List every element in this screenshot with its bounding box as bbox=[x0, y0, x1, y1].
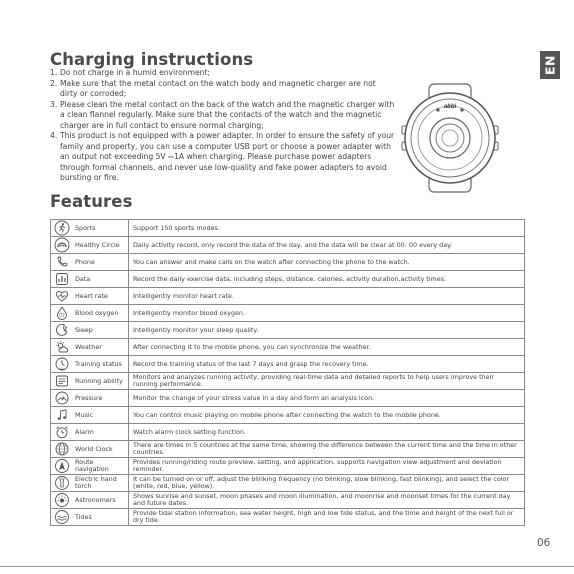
feature-name-cell bbox=[51, 356, 129, 373]
item-text: Do not charge in a humid environment; bbox=[60, 68, 210, 77]
data-icon bbox=[54, 271, 70, 287]
feature-name-wrap bbox=[54, 305, 126, 321]
feature-name-cell bbox=[51, 288, 129, 305]
feature-name-cell bbox=[51, 220, 129, 237]
feature-name: Pressure bbox=[75, 393, 103, 402]
feature-row bbox=[51, 220, 525, 237]
feature-description: There are times in 5 countries at the same time, showing the difference between the current time and the time in other countries. bbox=[129, 441, 525, 458]
feature-row bbox=[51, 339, 525, 356]
feature-description: Watch alarm clock setting function. bbox=[129, 424, 525, 441]
feature-name-cell bbox=[51, 237, 129, 254]
svg-text:O2: O2 bbox=[59, 312, 65, 318]
sleep-icon bbox=[54, 322, 70, 338]
feature-description: Provide tidal station information, sea water height, high and low tide status, and the time and height of the next full or dry tide. bbox=[129, 509, 525, 526]
feature-name: Blood oxygen bbox=[75, 308, 119, 317]
running-ability-icon bbox=[54, 373, 70, 389]
feature-name: Heart rate bbox=[75, 291, 108, 300]
feature-name-cell bbox=[51, 441, 129, 458]
feature-row bbox=[51, 492, 525, 509]
item-number: 2. bbox=[50, 78, 58, 88]
feature-description: Daily activity record, only record the data of the day, and the data will be clear at 00: 00 every day. bbox=[129, 237, 525, 254]
feature-name-cell bbox=[51, 390, 129, 407]
instruction-item bbox=[50, 131, 395, 184]
feature-name-wrap bbox=[54, 254, 126, 270]
feature-name: Tides bbox=[75, 512, 92, 521]
feature-name-wrap bbox=[54, 220, 126, 236]
weather-icon bbox=[54, 339, 70, 355]
feature-description: It can be turned on or off, adjust the blinking frequency (no blinking, slow blinking, fast blinking), and select the color (white, red, blue, yellow). bbox=[129, 475, 525, 492]
feature-name-wrap bbox=[54, 390, 126, 406]
feature-name: Route navigation bbox=[75, 458, 109, 473]
feature-name-wrap bbox=[54, 407, 126, 423]
feature-row bbox=[51, 475, 525, 492]
feature-row bbox=[51, 322, 525, 339]
charging-instructions-heading: Charging instructions bbox=[50, 50, 254, 69]
feature-row bbox=[51, 424, 525, 441]
watch-back-illustration bbox=[396, 82, 504, 194]
instruction-item bbox=[50, 68, 395, 79]
feature-name-wrap bbox=[54, 458, 126, 474]
feature-name: World Clock bbox=[75, 444, 113, 453]
feature-name: Sleep bbox=[75, 325, 93, 334]
language-label: EN bbox=[542, 54, 558, 76]
route-navigation-icon bbox=[54, 458, 70, 474]
bottom-divider bbox=[0, 566, 574, 567]
feature-description: Monitors and analyzes running activity, providing real-time data and detailed reports to help users improve their running performance. bbox=[129, 373, 525, 390]
feature-description: Intelligently monitor heart rate. bbox=[129, 288, 525, 305]
page-number: 06 bbox=[537, 537, 551, 549]
features-table bbox=[50, 219, 525, 526]
feature-name-cell bbox=[51, 373, 129, 390]
item-number: 1. bbox=[50, 68, 58, 77]
feature-name-wrap bbox=[54, 322, 126, 338]
feature-row bbox=[51, 237, 525, 254]
pressure-icon bbox=[54, 390, 70, 406]
feature-description: Support 150 sports modes. bbox=[129, 220, 525, 237]
feature-name-wrap bbox=[54, 441, 126, 457]
feature-name: Alarm bbox=[75, 427, 94, 436]
training-status-icon bbox=[54, 356, 70, 372]
feature-name-wrap bbox=[54, 424, 126, 440]
feature-row bbox=[51, 407, 525, 424]
feature-name-wrap bbox=[54, 288, 126, 304]
item-number: 3. bbox=[50, 99, 58, 109]
world-clock-icon bbox=[54, 441, 70, 457]
feature-row bbox=[51, 356, 525, 373]
feature-name-cell bbox=[51, 322, 129, 339]
item-number: 4. bbox=[50, 131, 58, 140]
feature-name: Electric hand torch bbox=[75, 475, 117, 490]
healthy-circle-icon bbox=[54, 237, 70, 253]
feature-name-wrap bbox=[54, 492, 126, 508]
feature-description: Record the training status of the last 7 days and grasp the recovery time. bbox=[129, 356, 525, 373]
feature-name-wrap bbox=[54, 339, 126, 355]
feature-row bbox=[51, 305, 525, 322]
feature-row bbox=[51, 288, 525, 305]
features-heading: Features bbox=[50, 192, 133, 211]
feature-description: Intelligently monitor your sleep quality. bbox=[129, 322, 525, 339]
astronomers-icon bbox=[54, 492, 70, 508]
feature-name-wrap bbox=[54, 509, 126, 525]
blood-oxygen-icon bbox=[54, 305, 70, 321]
feature-description: You can control music playing on mobile phone after connecting the watch to the mobile phone. bbox=[129, 407, 525, 424]
feature-description: Provides running/riding route preview, setting, and application, supports navigation view adjustment and deviation reminder. bbox=[129, 458, 525, 475]
instruction-item bbox=[50, 100, 395, 132]
phone-icon bbox=[54, 254, 70, 270]
feature-description: You can answer and make calls on the watch after connecting the phone to the watch. bbox=[129, 254, 525, 271]
charging-instructions-list bbox=[50, 68, 395, 184]
feature-name-cell bbox=[51, 254, 129, 271]
feature-name-cell bbox=[51, 458, 129, 475]
feature-row bbox=[51, 254, 525, 271]
feature-name: Music bbox=[75, 410, 94, 419]
feature-name: Weather bbox=[75, 342, 102, 351]
instruction-item bbox=[50, 79, 395, 100]
feature-name: Healthy Circle bbox=[75, 240, 120, 249]
feature-name-cell bbox=[51, 305, 129, 322]
feature-description: Monitor the change of your stress value in a day and form an analysis icon. bbox=[129, 390, 525, 407]
watch-brand-logo: abbi bbox=[443, 104, 457, 110]
feature-row bbox=[51, 509, 525, 526]
feature-row bbox=[51, 373, 525, 390]
feature-name-wrap bbox=[54, 356, 126, 372]
feature-row bbox=[51, 390, 525, 407]
feature-description: Record the daily exercise data, including steps, distance, calories, activity duration,activity times. bbox=[129, 271, 525, 288]
feature-name-cell bbox=[51, 492, 129, 509]
feature-row bbox=[51, 441, 525, 458]
feature-name-wrap bbox=[54, 237, 126, 253]
feature-name-cell bbox=[51, 339, 129, 356]
feature-name-wrap bbox=[54, 475, 126, 491]
feature-name-wrap bbox=[54, 373, 126, 389]
feature-name-cell bbox=[51, 509, 129, 526]
tides-icon bbox=[54, 509, 70, 525]
feature-name: Data bbox=[75, 274, 91, 283]
feature-name: Sports bbox=[75, 223, 96, 232]
alarm-icon bbox=[54, 424, 70, 440]
heart-rate-icon bbox=[54, 288, 70, 304]
item-text: This product is not equipped with a power adapter. In order to ensure the safety of your family and property, you can use a computer USB port or choose a power adapter with an output not exceeding 5V ⎓1A when charging. Please purchase power adapters through formal channels, and never use low-quality and fake power adapters to avoid bursting or fire. bbox=[60, 131, 395, 182]
feature-name-cell bbox=[51, 475, 129, 492]
feature-row bbox=[51, 458, 525, 475]
feature-description: After connecting it to the mobile phone, you can synchronize the weather. bbox=[129, 339, 525, 356]
feature-description: Intelligently monitor blood oxygen. bbox=[129, 305, 525, 322]
torch-icon bbox=[54, 475, 70, 491]
feature-row bbox=[51, 271, 525, 288]
item-text: Make sure that the metal contact on the watch body and magnetic charger are not dirty or corroded; bbox=[60, 78, 376, 98]
music-icon bbox=[54, 407, 70, 423]
feature-name-cell bbox=[51, 424, 129, 441]
language-tab bbox=[540, 51, 560, 79]
feature-name: Training status bbox=[75, 359, 122, 368]
feature-name: Phone bbox=[75, 257, 95, 266]
feature-name: Astronomers bbox=[75, 495, 116, 504]
item-text: Please clean the metal contact on the back of the watch and the magnetic charger with a clean flannel regularly. Make sure that the contacts of the watch and the magnetic charger are in full contact to ensure normal charging; bbox=[60, 99, 395, 130]
running-person-icon bbox=[54, 220, 70, 236]
feature-name-cell bbox=[51, 407, 129, 424]
feature-name-cell bbox=[51, 271, 129, 288]
feature-name-wrap bbox=[54, 271, 126, 287]
feature-description: Shows sunrise and sunset, moon phases and moon illumination, and moonrise and moonset times for the current day and future dates. bbox=[129, 492, 525, 509]
feature-name: Running ability bbox=[75, 376, 123, 385]
